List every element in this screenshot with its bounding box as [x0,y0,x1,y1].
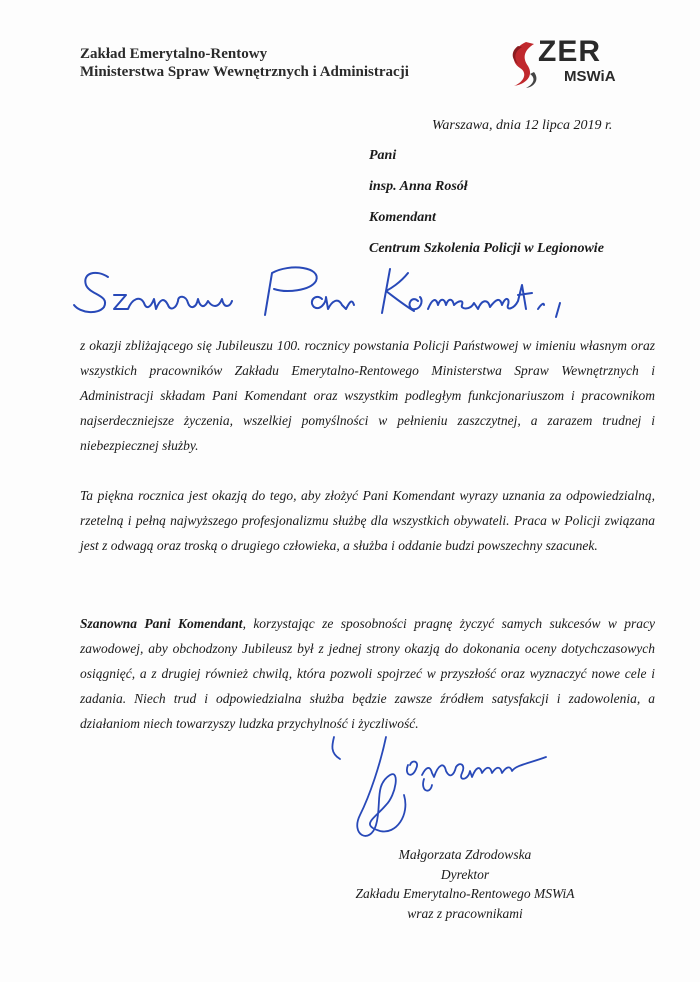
signer-name: Małgorzata Zdrodowska [398,847,532,862]
signer-title: Dyrektor [440,866,490,882]
paragraph-3-rest: , korzystając ze sposobności pragnę życzyć samych sukcesów w pracy zawodowej, aby obchodzony Jubileusz był z jednej strony okazją do dokonania oceny dotychczasowych osiągnięć, a z drugiej również chwilą, która pozwoli spojrzeć w przyszłość oraz wyznaczyć nowe cele i zadania. Niech trud i odpowiedzialna służba będzie zawsze źródłem satysfakcji i zadowolenia, a działaniom niech towarzyszy ludzka przychylność i życzliwość. [80,616,655,731]
addressee-title: Komendant [369,210,436,225]
paragraph-3-lead: Szanowna Pani Komendant [80,616,243,631]
handwritten-signature [320,735,570,855]
logo-text-mswia: MSWiA [564,68,616,85]
addressee-line1: Pani [369,148,397,163]
addressee-institution: Centrum Szkolenia Policji w Legionowie [369,241,604,256]
logo-text-zer: ZER [538,35,601,68]
signer-organization: Zakładu Emerytalno-Rentowego MSWiA [355,886,575,901]
paragraph-1: z okazji zbliżającego się Jubileuszu 100. rocznicy powstania Policji Państwowej w imieniu własnym oraz wszystkich pracowników Zakładu Emerytalno-Rentowego Ministerstwa Spraw Wewnętrznych i Administracji składam Pani Komendant oraz wszystkim podległym funkcjonariuszom i pracownikom najserdeczniejsze życzenia, wszelkiej pomyślności w pełnieniu zaszczytnej, a zarazem trudnej i niebezpiecznej służby. [80,338,655,453]
letter-date: Warszawa, dnia 12 lipca 2019 r. [432,118,613,133]
signer-block [340,845,590,923]
addressee-name: insp. Anna Rosół [369,179,468,194]
handwritten-salutation [60,255,580,325]
sender-org-line2: Ministerstwa Spraw Wewnętrznych i Administracji [80,64,409,80]
sender-org-line1: Zakład Emerytalno-Rentowy [80,46,268,62]
paragraph-3 [80,611,655,736]
signer-with: wraz z pracownikami [407,905,523,921]
paragraph-2: Ta piękna rocznica jest okazją do tego, aby złożyć Pani Komendant wyrazy uznania za odpowiedzialną, rzetelną i pełną najwyższego profesjonalizmu służbę dla wszystkich obywateli. Praca w Policji związana jest z odwagą oraz troską o drugiego człowieka, a służba i oddanie budzi powszechny szacunek. [80,488,655,553]
addressee-block [369,147,604,271]
zer-logo [504,36,634,92]
sender-organization [80,45,409,81]
